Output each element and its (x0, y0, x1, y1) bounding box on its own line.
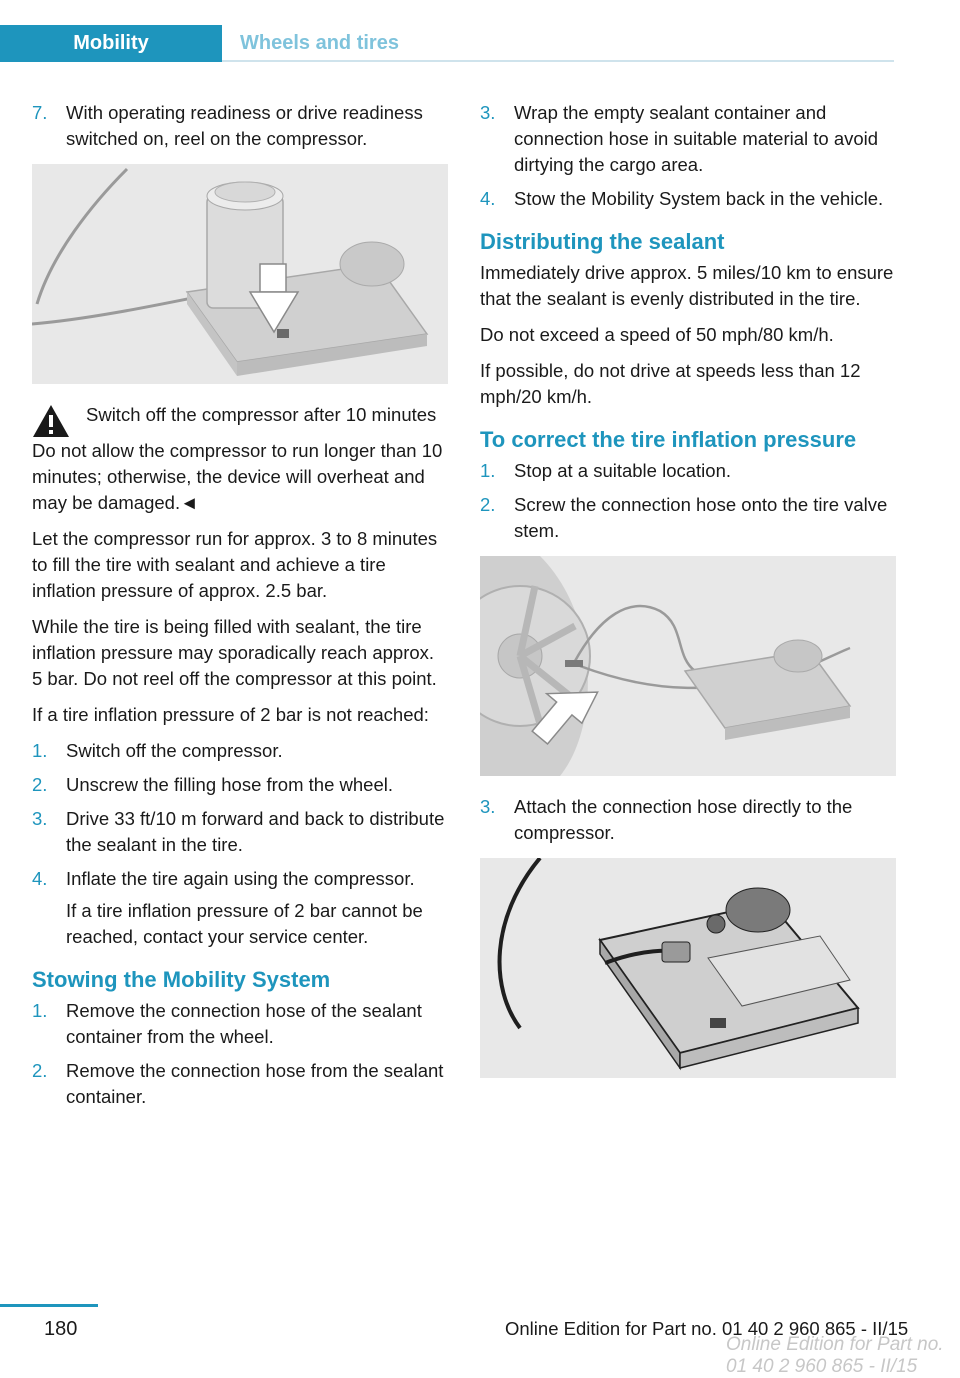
watermark-text: Online Edition for Part no. 01 40 2 960 865 - II/15 (726, 1334, 944, 1377)
list-item (32, 738, 448, 764)
step-number: 4. (480, 188, 496, 209)
step-number: 7. (32, 102, 48, 123)
paragraph: Immediately drive approx. 5 miles/10 km to ensure that the sealant is evenly distributed in the tire. (480, 262, 894, 309)
footer-rule (0, 1304, 98, 1307)
warning-body: Do not allow the compressor to run longer than 10 minutes; otherwise, the device will overheat and may be damaged.◄ (32, 440, 443, 513)
step-list (480, 100, 896, 212)
paragraph: Do not exceed a speed of 50 mph/80 km/h. (480, 324, 834, 345)
step-text: Remove the connection hose of the sealant container from the wheel. (66, 1000, 422, 1047)
step-number: 3. (32, 808, 48, 829)
list-item (32, 1058, 448, 1110)
list-item (480, 492, 896, 544)
step-number: 4. (32, 868, 48, 889)
step-text: Stop at a suitable location. (514, 460, 732, 481)
step-text: Stow the Mobility System back in the vehicle. (514, 188, 884, 209)
step-number: 3. (480, 102, 496, 123)
paragraph: While the tire is being filled with sealant, the tire inflation pressure may sporadically reach approx. 5 bar. Do not reel off the compressor at this point. (32, 616, 437, 689)
compressor-illustration (32, 164, 448, 384)
section-heading-correct-pressure: To correct the tire inflation pressure (480, 427, 857, 452)
step-list (32, 100, 448, 152)
step-number: 1. (32, 1000, 48, 1021)
step-text: Remove the connection hose from the sealant container. (66, 1060, 444, 1107)
step-text: Screw the connection hose onto the tire valve stem. (514, 494, 888, 541)
section-heading-stowing: Stowing the Mobility System (32, 967, 331, 992)
paragraph: Let the compressor run for approx. 3 to 8 minutes to fill the tire with sealant and achieve a tire inflation pressure of approx. 2.5 bar. (32, 528, 438, 601)
warning-title: Switch off the compressor after 10 minutes (86, 404, 437, 425)
step-number: 1. (480, 460, 496, 481)
step-subtext: If a tire inflation pressure of 2 bar cannot be reached, contact your service center. (66, 900, 423, 947)
paragraph: If a tire inflation pressure of 2 bar is not reached: (32, 704, 429, 725)
step-number: 3. (480, 796, 496, 817)
step-text: With operating readiness or drive readiness switched on, reel on the compressor. (66, 102, 423, 149)
paragraph: If possible, do not drive at speeds less than 12 mph/20 km/h. (480, 360, 861, 407)
step-text: Drive 33 ft/10 m forward and back to distribute the sealant in the tire. (66, 808, 445, 855)
step-list (480, 458, 896, 544)
tire-valve-illustration (480, 556, 896, 776)
warning-note (32, 402, 448, 428)
compressor-hose-illustration (480, 858, 896, 1078)
step-number: 1. (32, 740, 48, 761)
list-item (32, 806, 448, 858)
step-number: 2. (480, 494, 496, 515)
header-section-title: Wheels and tires (240, 32, 399, 54)
list-item (480, 794, 896, 846)
left-column (32, 100, 448, 1120)
step-list (32, 738, 448, 950)
step-text: Inflate the tire again using the compressor. (66, 868, 415, 889)
list-item (480, 458, 896, 484)
list-item (32, 772, 448, 798)
warning-triangle-icon (32, 404, 70, 438)
step-list (32, 998, 448, 1110)
list-item (32, 998, 448, 1050)
step-list (480, 794, 896, 846)
list-item (32, 866, 448, 950)
step-text: Wrap the empty sealant container and connection hose in suitable material to avoid dirtying the cargo area. (514, 102, 879, 175)
step-number: 2. (32, 774, 48, 795)
step-text: Unscrew the filling hose from the wheel. (66, 774, 393, 795)
header-tab-mobility: Mobility (0, 25, 222, 62)
step-text: Attach the connection hose directly to the compressor. (514, 796, 853, 843)
page-number: 180 (44, 1318, 78, 1340)
figure-compressor-reel (32, 164, 448, 384)
section-heading-distributing: Distributing the sealant (480, 229, 725, 254)
page-header (0, 0, 960, 62)
header-rule (222, 60, 894, 62)
list-item (480, 100, 896, 178)
list-item (32, 100, 448, 152)
figure-hose-to-valve (480, 556, 896, 776)
right-column (480, 100, 896, 1096)
list-item (480, 186, 896, 212)
step-number: 2. (32, 1060, 48, 1081)
step-text: Switch off the compressor. (66, 740, 283, 761)
figure-hose-to-compressor (480, 858, 896, 1078)
edition-text: Online Edition for Part no. 01 40 2 960 865 - II/15 (505, 1318, 909, 1339)
